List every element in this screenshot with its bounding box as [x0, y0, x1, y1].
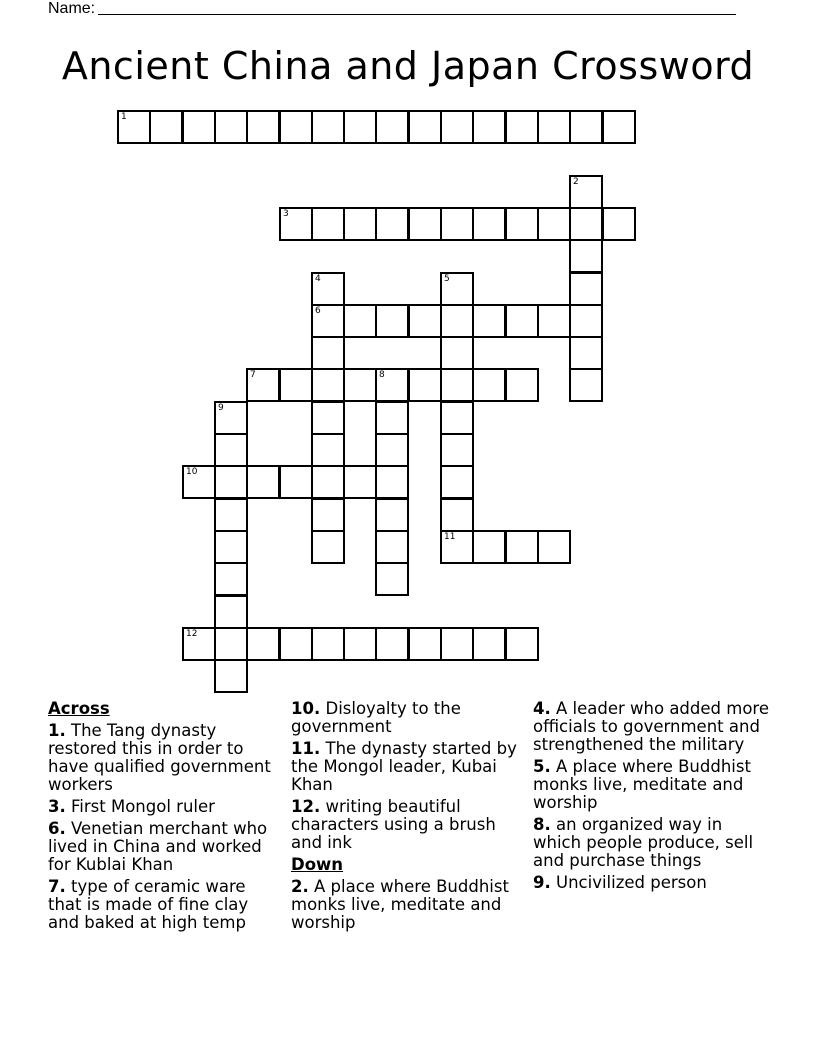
- crossword-cell[interactable]: [214, 595, 248, 629]
- clue-number: 10.: [291, 699, 321, 718]
- clue-number: 6.: [48, 819, 66, 838]
- clue-down-5: [533, 758, 769, 812]
- clues-column-1: [48, 700, 284, 936]
- clue-number: 1.: [48, 721, 66, 740]
- crossword-cell[interactable]: [537, 110, 571, 144]
- clue-across-1: [48, 722, 284, 794]
- crossword-cell[interactable]: [343, 627, 377, 661]
- crossword-cell[interactable]: [214, 659, 248, 693]
- crossword-cell[interactable]: [311, 530, 345, 564]
- clue-number: 3.: [48, 797, 66, 816]
- cell-number: 1: [121, 112, 127, 122]
- across-heading: Across: [48, 699, 110, 718]
- crossword-cell[interactable]: [440, 368, 474, 402]
- crossword-cell[interactable]: [505, 627, 539, 661]
- crossword-cell[interactable]: [279, 627, 313, 661]
- crossword-cell[interactable]: [505, 304, 539, 338]
- crossword-cell[interactable]: [311, 433, 345, 467]
- clue-number: 2.: [291, 877, 309, 896]
- clue-down-8: [533, 816, 769, 870]
- clue-text: type of ceramic ware that is made of fine clay and baked at high temp: [48, 877, 249, 932]
- crossword-cell[interactable]: [246, 110, 280, 144]
- crossword-cell[interactable]: [472, 627, 506, 661]
- crossword-cell[interactable]: [343, 207, 377, 241]
- name-label: Name:: [48, 0, 96, 17]
- clue-across-7: [48, 878, 284, 932]
- clues-column-2: [291, 700, 527, 936]
- cell-number: 11: [444, 532, 456, 542]
- crossword-cell[interactable]: [311, 272, 345, 306]
- crossword-cell[interactable]: [440, 498, 474, 532]
- cell-number: 2: [573, 177, 579, 187]
- crossword-cell[interactable]: [602, 207, 636, 241]
- cell-number: 12: [186, 629, 198, 639]
- crossword-cell[interactable]: [569, 272, 603, 306]
- clue-number: 11.: [291, 739, 321, 758]
- clue-down-4: [533, 700, 769, 754]
- crossword-cell[interactable]: [537, 530, 571, 564]
- clue-number: 8.: [533, 815, 551, 834]
- crossword-cell[interactable]: [214, 562, 248, 596]
- cell-number: 9: [218, 403, 224, 413]
- crossword-cell[interactable]: [343, 465, 377, 499]
- crossword-cell[interactable]: [472, 530, 506, 564]
- clue-text: A place where Buddhist monks live, meditate and worship: [533, 757, 751, 812]
- crossword-cell[interactable]: [182, 627, 216, 661]
- clue-text: an organized way in which people produce, sell and purchase things: [533, 815, 754, 870]
- clue-across-6: [48, 820, 284, 874]
- crossword-cell[interactable]: [505, 368, 539, 402]
- crossword-cell[interactable]: [440, 433, 474, 467]
- crossword-cell[interactable]: [311, 336, 345, 370]
- crossword-cell[interactable]: [375, 562, 409, 596]
- cell-number: 10: [186, 467, 198, 477]
- crossword-cell[interactable]: [311, 368, 345, 402]
- crossword-cell[interactable]: [214, 433, 248, 467]
- clue-number: 7.: [48, 877, 66, 896]
- crossword-cell[interactable]: [408, 207, 442, 241]
- crossword-cell[interactable]: [279, 368, 313, 402]
- clue-across-11: [291, 740, 527, 794]
- crossword-cell[interactable]: [569, 239, 603, 273]
- crossword-cell[interactable]: [440, 272, 474, 306]
- crossword-cell[interactable]: [472, 207, 506, 241]
- crossword-cell[interactable]: [343, 368, 377, 402]
- crossword-cell[interactable]: [375, 110, 409, 144]
- cell-number: 8: [379, 370, 385, 380]
- crossword-cell[interactable]: [214, 401, 248, 435]
- crossword-cell[interactable]: [214, 530, 248, 564]
- crossword-cell[interactable]: [279, 110, 313, 144]
- crossword-cell[interactable]: [375, 498, 409, 532]
- clue-text: First Mongol ruler: [71, 797, 215, 816]
- crossword-cell[interactable]: [472, 368, 506, 402]
- crossword-cell[interactable]: [408, 368, 442, 402]
- clue-down-9: [533, 874, 769, 892]
- crossword-cell[interactable]: [375, 207, 409, 241]
- crossword-cell[interactable]: [505, 530, 539, 564]
- crossword-cell[interactable]: [569, 110, 603, 144]
- clue-text: A leader who added more officials to government and strengthened the military: [533, 699, 769, 754]
- crossword-cell[interactable]: [569, 175, 603, 209]
- crossword-cell[interactable]: [472, 304, 506, 338]
- crossword-cell[interactable]: [214, 465, 248, 499]
- crossword-cell[interactable]: [569, 207, 603, 241]
- clue-number: 5.: [533, 757, 551, 776]
- crossword-cell[interactable]: [440, 304, 474, 338]
- crossword-cell[interactable]: [149, 110, 183, 144]
- crossword-cell[interactable]: [311, 110, 345, 144]
- crossword-cell[interactable]: [569, 368, 603, 402]
- crossword-cell[interactable]: [375, 368, 409, 402]
- crossword-cell[interactable]: [408, 627, 442, 661]
- crossword-cell[interactable]: [311, 498, 345, 532]
- crossword-cell[interactable]: [214, 627, 248, 661]
- crossword-cell[interactable]: [569, 304, 603, 338]
- crossword-cell[interactable]: [182, 465, 216, 499]
- clue-number: 9.: [533, 873, 551, 892]
- crossword-cell[interactable]: [311, 304, 345, 338]
- clue-text: writing beautiful characters using a brush and ink: [291, 797, 496, 852]
- crossword-cell[interactable]: [375, 401, 409, 435]
- crossword-cell[interactable]: [279, 207, 313, 241]
- crossword-cell[interactable]: [408, 304, 442, 338]
- clue-across-3: [48, 798, 284, 816]
- crossword-cell[interactable]: [505, 207, 539, 241]
- cell-number: 6: [315, 306, 321, 316]
- down-heading: Down: [291, 855, 344, 874]
- crossword-cell[interactable]: [602, 110, 636, 144]
- crossword-cell[interactable]: [375, 304, 409, 338]
- crossword-cell[interactable]: [214, 110, 248, 144]
- clue-text: Disloyalty to the government: [291, 699, 461, 736]
- clue-number: 4.: [533, 699, 551, 718]
- clue-across-12: [291, 798, 527, 852]
- clue-down-2: [291, 878, 527, 932]
- crossword-cell[interactable]: [375, 530, 409, 564]
- crossword-cell[interactable]: [311, 627, 345, 661]
- crossword-cell[interactable]: [246, 465, 280, 499]
- page-title: Ancient China and Japan Crossword: [61, 44, 755, 88]
- crossword-cell[interactable]: [440, 110, 474, 144]
- crossword-cell[interactable]: [537, 304, 571, 338]
- crossword-cell[interactable]: [311, 401, 345, 435]
- crossword-cell[interactable]: [311, 465, 345, 499]
- crossword-cell[interactable]: [246, 627, 280, 661]
- crossword-cell[interactable]: [375, 627, 409, 661]
- crossword-cell[interactable]: [440, 401, 474, 435]
- crossword-cell[interactable]: [408, 110, 442, 144]
- crossword-cell[interactable]: [505, 110, 539, 144]
- crossword-cell[interactable]: [117, 110, 151, 144]
- clue-text: Venetian merchant who lived in China and worked for Kublai Khan: [48, 819, 268, 874]
- crossword-cell[interactable]: [182, 110, 216, 144]
- crossword-cell[interactable]: [440, 627, 474, 661]
- crossword-cell[interactable]: [440, 465, 474, 499]
- crossword-cell[interactable]: [440, 530, 474, 564]
- crossword-cell[interactable]: [246, 368, 280, 402]
- clue-number: 12.: [291, 797, 321, 816]
- crossword-cell[interactable]: [440, 336, 474, 370]
- clue-text: A place where Buddhist monks live, meditate and worship: [291, 877, 509, 932]
- clue-across-10: [291, 700, 527, 736]
- crossword-cell[interactable]: [472, 110, 506, 144]
- crossword-cell[interactable]: [343, 304, 377, 338]
- crossword-cell[interactable]: [311, 207, 345, 241]
- crossword-cell[interactable]: [440, 207, 474, 241]
- crossword-cell[interactable]: [375, 433, 409, 467]
- cell-number: 7: [250, 370, 256, 380]
- clue-text: The dynasty started by the Mongol leader, Kubai Khan: [291, 739, 517, 794]
- clue-text: Uncivilized person: [556, 873, 707, 892]
- crossword-cell[interactable]: [375, 465, 409, 499]
- clue-text: The Tang dynasty restored this in order to have qualified government workers: [48, 721, 271, 794]
- cell-number: 5: [444, 274, 450, 284]
- cell-number: 3: [283, 209, 289, 219]
- crossword-cell[interactable]: [279, 465, 313, 499]
- cell-number: 4: [315, 274, 321, 284]
- crossword-cell[interactable]: [537, 207, 571, 241]
- crossword-cell[interactable]: [343, 110, 377, 144]
- crossword-cell[interactable]: [569, 336, 603, 370]
- crossword-cell[interactable]: [214, 498, 248, 532]
- clues-column-3: [533, 700, 769, 896]
